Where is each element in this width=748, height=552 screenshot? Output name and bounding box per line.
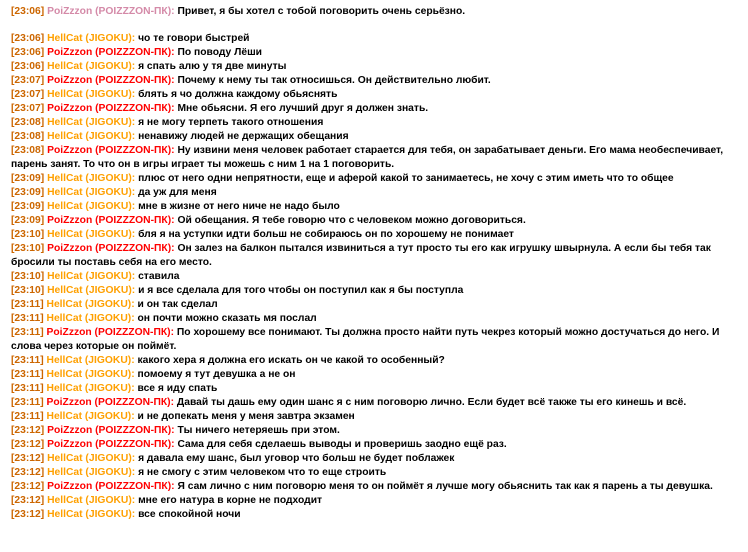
message-text: Он залез на балкон пытался извиниться а тут просто ты его как игрушку швырнула. А если бы тебя так бросили ты поставь себя на его место. xyxy=(11,243,711,268)
message-timestamp: [23:10] xyxy=(11,229,45,240)
chat-message xyxy=(11,410,746,424)
chat-message xyxy=(11,172,746,186)
message-sender: HellCat (JIGOKU): xyxy=(47,201,136,212)
message-timestamp: [23:08] xyxy=(11,131,45,142)
chat-message xyxy=(11,102,746,116)
message-timestamp: [23:07] xyxy=(11,89,45,100)
chat-message xyxy=(11,144,746,172)
message-text: Мне обьясни. Я его лучший друг я должен знать. xyxy=(177,103,429,114)
message-timestamp: [23:06] xyxy=(11,47,45,58)
message-sender: HellCat (JIGOKU): xyxy=(47,495,136,506)
message-text: я давала ему шанс, был уговор что больш не будет поблажек xyxy=(138,453,455,464)
message-timestamp: [23:09] xyxy=(11,201,45,212)
message-sender: PoiZzzon (POIZZZON-ПК): xyxy=(47,425,175,436)
message-sender: HellCat (JIGOKU): xyxy=(46,313,135,324)
chat-message xyxy=(11,130,746,144)
message-sender: PoiZzzon (POIZZZON-ПК): xyxy=(46,397,175,408)
message-sender: HellCat (JIGOKU): xyxy=(47,229,136,240)
message-sender: HellCat (JIGOKU): xyxy=(47,453,136,464)
chat-message xyxy=(11,242,746,270)
message-text: блять я чо должна каждому обьяснять xyxy=(138,89,338,100)
message-sender: HellCat (JIGOKU): xyxy=(47,509,136,520)
message-text: и он так сделал xyxy=(137,299,218,310)
message-text: Ой обещания. Я тебе говорю что с человеком можно договориться. xyxy=(177,215,526,226)
chat-message xyxy=(11,354,746,368)
message-sender: HellCat (JIGOKU): xyxy=(47,187,136,198)
message-sender: HellCat (JIGOKU): xyxy=(47,131,136,142)
message-text: мне в жизне от него ниче не надо было xyxy=(138,201,340,212)
message-text: Сама для себя сделаешь выводы и проверишь заодно ещё раз. xyxy=(177,439,507,450)
message-timestamp: [23:11] xyxy=(11,355,44,366)
message-timestamp: [23:10] xyxy=(11,285,45,296)
message-text: ставила xyxy=(138,271,180,282)
message-text: Я сам лично с ним поговорю меня то он поймёт я лучше могу обьяснить так как я парень а ты девушка. xyxy=(177,481,713,492)
message-sender: HellCat (JIGOKU): xyxy=(47,33,136,44)
chat-message xyxy=(11,480,746,494)
chat-message xyxy=(11,200,746,214)
message-timestamp: [23:12] xyxy=(11,509,45,520)
message-sender: PoiZzzon (POIZZZON-ПК): xyxy=(47,47,175,58)
message-text: чо те говори быстрей xyxy=(138,33,250,44)
message-timestamp: [23:07] xyxy=(11,103,45,114)
chat-message xyxy=(11,228,746,242)
message-timestamp: [23:11] xyxy=(11,313,44,324)
message-sender: HellCat (JIGOKU): xyxy=(46,355,135,366)
message-text: все спокойной ночи xyxy=(138,509,241,520)
message-timestamp: [23:12] xyxy=(11,439,45,450)
message-text: он почти можно сказать мя послал xyxy=(137,313,317,324)
chat-message xyxy=(11,508,746,522)
chat-message xyxy=(11,270,746,284)
message-sender: HellCat (JIGOKU): xyxy=(47,285,136,296)
message-timestamp: [23:10] xyxy=(11,271,45,282)
chat-message xyxy=(11,46,746,60)
message-sender: HellCat (JIGOKU): xyxy=(47,467,136,478)
message-text: плюс от него одни непрятности, еще и аферой какой то занимаетесь, не хочу с этим иметь что то общее xyxy=(138,173,674,184)
message-sender: PoiZzzon (POIZZZON-ПК): xyxy=(47,6,175,17)
message-timestamp: [23:12] xyxy=(11,453,45,464)
message-sender: PoiZzzon (POIZZZON-ПК): xyxy=(47,243,175,254)
message-sender: PoiZzzon (POIZZZON-ПК): xyxy=(47,215,175,226)
chat-message xyxy=(11,32,746,46)
message-timestamp: [23:09] xyxy=(11,187,45,198)
message-text: Ты ничего нетеряешь при этом. xyxy=(177,425,340,436)
chat-message xyxy=(11,284,746,298)
message-timestamp: [23:12] xyxy=(11,425,45,436)
message-sender: HellCat (JIGOKU): xyxy=(47,173,136,184)
message-text: Почему к нему ты так относишься. Он действительно любит. xyxy=(177,75,491,86)
message-timestamp: [23:11] xyxy=(11,383,44,394)
message-sender: PoiZzzon (POIZZZON-ПК): xyxy=(46,327,175,338)
chat-message xyxy=(11,396,746,410)
chat-message xyxy=(11,298,746,312)
message-timestamp: [23:11] xyxy=(11,397,44,408)
message-text: да уж для меня xyxy=(138,187,217,198)
message-sender: PoiZzzon (POIZZZON-ПК): xyxy=(47,439,175,450)
message-text: и я все сделала для того чтобы он поступил как я бы поступла xyxy=(138,285,464,296)
message-sender: PoiZzzon (POIZZZON-ПК): xyxy=(47,481,175,492)
message-sender: HellCat (JIGOKU): xyxy=(47,61,136,72)
message-timestamp: [23:12] xyxy=(11,495,45,506)
message-text: я спать алю у тя две минуты xyxy=(138,61,287,72)
message-timestamp: [23:06] xyxy=(11,6,45,17)
message-sender: PoiZzzon (POIZZZON-ПК): xyxy=(47,145,175,156)
message-text: бля я на уступки идти больш не собираюсь он по хорошему не понимает xyxy=(138,229,514,240)
message-sender: HellCat (JIGOKU): xyxy=(47,271,136,282)
chat-message xyxy=(11,186,746,200)
chat-message xyxy=(11,494,746,508)
message-sender: HellCat (JIGOKU): xyxy=(47,89,136,100)
chat-message xyxy=(11,368,746,382)
chat-message xyxy=(11,214,746,228)
chat-message xyxy=(11,452,746,466)
message-timestamp: [23:09] xyxy=(11,173,45,184)
message-timestamp: [23:11] xyxy=(11,327,44,338)
message-sender: PoiZzzon (POIZZZON-ПК): xyxy=(47,103,175,114)
chat-message xyxy=(11,5,746,19)
chat-log xyxy=(11,5,746,522)
message-sender: HellCat (JIGOKU): xyxy=(46,411,135,422)
message-text: я не могу терпеть такого отношения xyxy=(138,117,324,128)
chat-message xyxy=(11,326,746,354)
message-timestamp: [23:11] xyxy=(11,299,44,310)
message-text: мне его натура в корне не подходит xyxy=(138,495,323,506)
message-text: ненавижу людей не держащих обещания xyxy=(138,131,349,142)
chat-message xyxy=(11,424,746,438)
chat-message xyxy=(11,88,746,102)
chat-message xyxy=(11,438,746,452)
message-text: все я иду спать xyxy=(137,383,218,394)
message-sender: HellCat (JIGOKU): xyxy=(46,299,135,310)
chat-message xyxy=(11,116,746,130)
chat-message xyxy=(11,74,746,88)
message-sender: HellCat (JIGOKU): xyxy=(46,369,135,380)
message-text: я не смогу с этим человеком что то еще строить xyxy=(138,467,387,478)
message-text: какого хера я должна его искать он че какой то особенный? xyxy=(137,355,445,366)
message-timestamp: [23:08] xyxy=(11,117,45,128)
message-timestamp: [23:06] xyxy=(11,61,45,72)
message-timestamp: [23:12] xyxy=(11,481,45,492)
message-timestamp: [23:11] xyxy=(11,369,44,380)
chat-message xyxy=(11,60,746,74)
chat-message xyxy=(11,466,746,480)
message-text: Ну извини меня человек работает старается для тебя, он зарабатывает деньги. Его мама необеспечивает, парень занят. То что он в игры играет ты можешь с ним 1 на 1 поговорить. xyxy=(11,145,724,170)
message-text: помоему я тут девушка а не он xyxy=(137,369,296,380)
message-text: и не допекать меня у меня завтра экзамен xyxy=(137,411,355,422)
message-sender: HellCat (JIGOKU): xyxy=(47,117,136,128)
chat-message xyxy=(11,382,746,396)
message-timestamp: [23:12] xyxy=(11,467,45,478)
chat-message xyxy=(11,312,746,326)
message-sender: PoiZzzon (POIZZZON-ПК): xyxy=(47,75,175,86)
message-timestamp: [23:08] xyxy=(11,145,45,156)
message-text: Привет, я бы хотел с тобой поговорить очень серьёзно. xyxy=(177,6,466,17)
message-timestamp: [23:09] xyxy=(11,215,45,226)
message-text: По хорошему все понимают. Ты должна просто найти путь чекрез который можно достучаться до него. И слова через которые он поймёт. xyxy=(11,327,720,352)
message-sender: HellCat (JIGOKU): xyxy=(46,383,135,394)
message-timestamp: [23:07] xyxy=(11,75,45,86)
message-timestamp: [23:06] xyxy=(11,33,45,44)
message-text: По поводу Лёши xyxy=(177,47,262,58)
message-timestamp: [23:11] xyxy=(11,411,44,422)
message-timestamp: [23:10] xyxy=(11,243,45,254)
message-text: Давай ты дашь ему один шанс я с ним поговорю лично. Если будет всё также ты его кинешь и всё. xyxy=(176,397,687,408)
